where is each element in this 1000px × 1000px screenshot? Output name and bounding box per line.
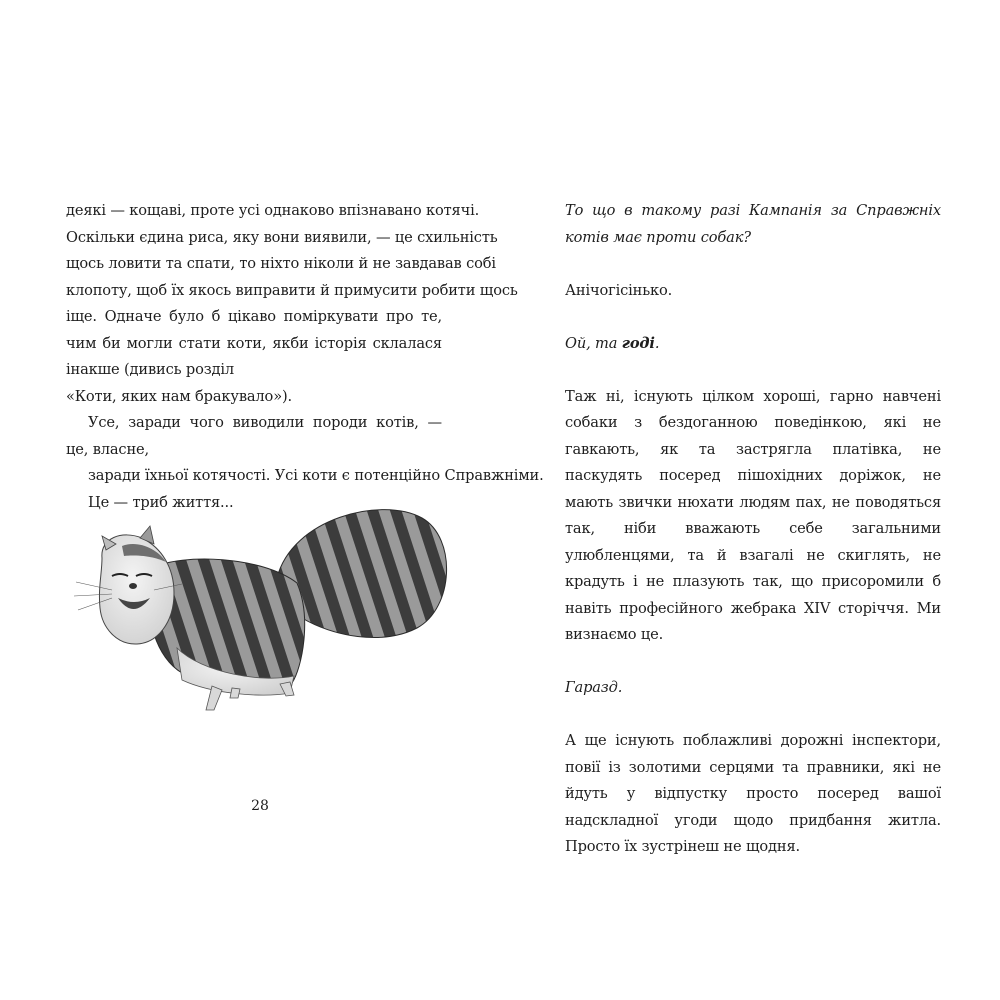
text-line: клопоту, щоб їх якось виправити й примусити робити щось [66, 281, 518, 299]
text-line: іще. Одначе було б цікаво поміркувати про те, чим би могли стати коти, якби історія склалася інакше (дивись розділ [66, 308, 442, 378]
text-line: заради їхньої котячості. Усі коти є потенційно Справжніми. [88, 467, 544, 484]
question-3: Гаразд. [565, 679, 623, 696]
text-line: деякі — кощаві, проте усі однаково впізнавано котячі. [66, 202, 480, 219]
paragraph-4: А ще існують поблажливі дорожні інспектори, повії із золотими серцями та правники, які не йдуть у відпустку просто посеред вашої надскладної угоди щодо придбання житла. Просто їх зустрінеш не щодня. [565, 732, 941, 855]
left-page-text [66, 198, 544, 516]
right-page-text [565, 198, 941, 887]
question-2-prefix: Ой, та [565, 334, 622, 352]
text-line: Оскільки єдина риса, яку вони виявили, — це схильність [66, 228, 498, 246]
question-2 [565, 331, 941, 358]
question-2-suffix: . [654, 334, 660, 352]
text-line: Усе, заради чого виводили породи котів, — це, власне, [66, 414, 442, 458]
page-number: 28 [251, 798, 269, 814]
right-page [500, 0, 1000, 1000]
paragraph-1 [66, 198, 518, 410]
text-line: щось ловити та спати, то ніхто ніколи й не завдавав собі [66, 255, 496, 272]
answer-1: Анічогісінько. [565, 281, 673, 299]
text-line: «Коти, яких нам бракувало»). [66, 387, 293, 405]
text-line: Це — триб життя... [88, 493, 234, 511]
question-2-emphasis: годі [621, 334, 655, 352]
question-1: То що в такому разі Кампанія за Справжніх котів має проти собак? [565, 202, 941, 246]
cat-illustration [62, 498, 452, 718]
paragraph-3: Таж ні, існують цілком хороші, гарно навчені собаки з бездоганною поведінкою, які не гавкають, як та застрягла платівка, не паскудять посеред пішохідних доріжок, не мають звички нюхати людям пах, не поводяться так, ніби вважають себе загальними улюбленцями, та й взагалі не скиглять, не крадуть і не плазують так, що присоромили б навіть професійного жебрака XIV сторіччя. Ми визнаємо це. [565, 387, 941, 643]
